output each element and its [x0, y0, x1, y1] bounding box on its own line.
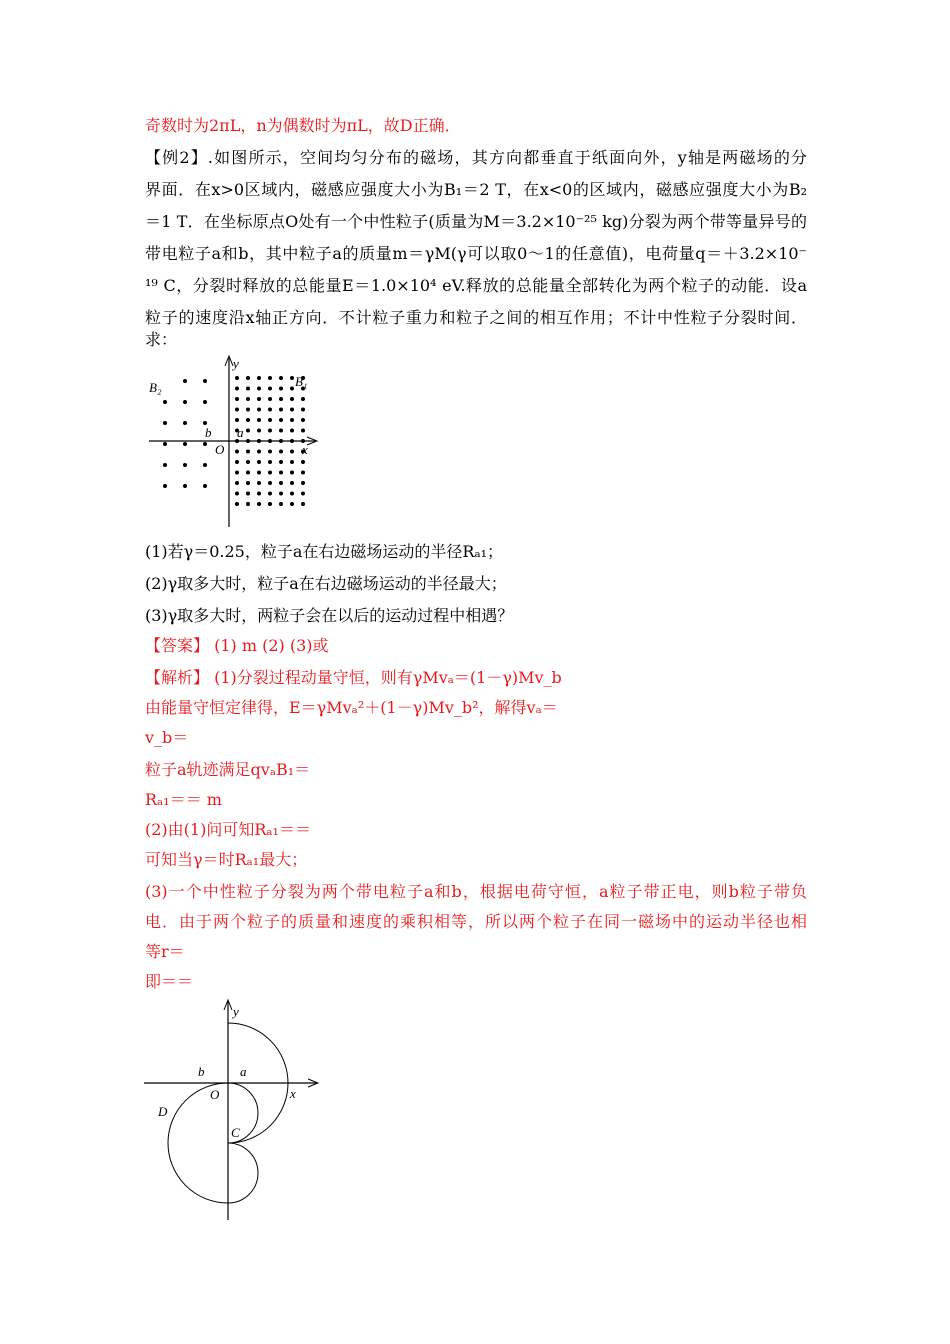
- text-line: v_b＝: [145, 728, 189, 747]
- text-line: 界面．在x>0区域内，磁感应强度大小为B₁＝2 T，在x<0的区域内，磁感应强度大小为B₂: [145, 180, 807, 199]
- field-dot: [257, 481, 261, 485]
- field-dot: [183, 442, 187, 446]
- field-dot: [257, 450, 261, 454]
- text-line: ＝1 T．在坐标原点O处有一个中性粒子(质量为M＝3.2×10⁻²⁵ kg)分裂为两个带等量异号的: [145, 212, 807, 231]
- text-line: 粒子的速度沿x轴正方向．不计粒子重力和粒子之间的相互作用；不计中性粒子分裂时间．: [145, 308, 807, 327]
- field-dot: [268, 450, 272, 454]
- field-dot: [301, 502, 305, 506]
- origin-label: O: [210, 1087, 220, 1102]
- field-dot: [235, 460, 239, 464]
- origin-label: O: [215, 442, 225, 457]
- field-dot: [279, 376, 283, 380]
- field-dot: [163, 463, 167, 467]
- field-dot: [268, 481, 272, 485]
- text-line: 等r＝: [145, 942, 185, 961]
- field-dot: [301, 481, 305, 485]
- text-line: (2)由(1)问可知Rₐ₁＝＝: [145, 820, 311, 839]
- field-dot: [246, 460, 250, 464]
- field-dot: [279, 429, 283, 433]
- field-dot: [246, 429, 250, 433]
- field-dot: [301, 418, 305, 422]
- field-dot: [301, 408, 305, 412]
- field-dot: [290, 502, 294, 506]
- field-dot: [246, 397, 250, 401]
- field-dot: [257, 460, 261, 464]
- b2-label: B₂: [149, 380, 162, 395]
- field-dot: [290, 492, 294, 496]
- field-dot: [235, 376, 239, 380]
- field-dot: [257, 471, 261, 475]
- field-dot: [203, 400, 207, 404]
- field-dot: [290, 471, 294, 475]
- b-label: b: [205, 425, 212, 440]
- field-dot: [290, 408, 294, 412]
- field-dot: [290, 460, 294, 464]
- field-dot: [268, 460, 272, 464]
- text-line: (2)γ取多大时，粒子a在右边磁场运动的半径最大；: [145, 574, 507, 593]
- field-dot: [301, 397, 305, 401]
- field-dot: [246, 450, 250, 454]
- field-dot: [290, 397, 294, 401]
- point-c-label: C: [231, 1125, 240, 1140]
- text-line: (1)若γ＝0.25，粒子a在右边磁场运动的半径Rₐ₁；: [145, 542, 504, 561]
- a-label: a: [237, 425, 244, 440]
- field-dot: [268, 408, 272, 412]
- magnetic-field-figure: [145, 352, 325, 527]
- field-dot: [235, 450, 239, 454]
- field-dot: [301, 429, 305, 433]
- text-line: 粒子a轨迹满足qvₐB₁＝: [145, 760, 311, 779]
- field-dot: [279, 408, 283, 412]
- field-dot: [268, 429, 272, 433]
- field-dot: [268, 387, 272, 391]
- field-dot: [268, 418, 272, 422]
- field-dot: [290, 450, 294, 454]
- text-line: 由能量守恒定律得，E＝γMvₐ²＋(1－γ)Mv_b²，解得vₐ＝: [145, 698, 558, 717]
- field-dot: [203, 484, 207, 488]
- field-dot: [246, 471, 250, 475]
- field-dot: [203, 463, 207, 467]
- field-dot: [279, 450, 283, 454]
- field-dot: [163, 421, 167, 425]
- field-dot: [279, 471, 283, 475]
- field-dot: [183, 400, 187, 404]
- field-dot: [268, 492, 272, 496]
- text-line: 【例2】.如图所示，空间均匀分布的磁场，其方向都垂直于纸面向外，y轴是两磁场的分: [145, 148, 807, 167]
- field-dot: [257, 502, 261, 506]
- field-dot: [203, 442, 207, 446]
- field-dot: [246, 481, 250, 485]
- a-label: a: [240, 1064, 247, 1079]
- field-dot: [235, 471, 239, 475]
- field-dot: [301, 492, 305, 496]
- field-dot: [268, 471, 272, 475]
- field-dot: [246, 376, 250, 380]
- field-dot: [246, 387, 250, 391]
- field-dot: [268, 502, 272, 506]
- answer-line: 【答案】 (1) m (2) (3)或: [145, 636, 329, 655]
- field-dot: [246, 418, 250, 422]
- field-dot: [279, 460, 283, 464]
- field-dot: [290, 429, 294, 433]
- field-dot: [163, 400, 167, 404]
- field-dot: [290, 481, 294, 485]
- field-dot: [246, 502, 250, 506]
- text-line: ¹⁹ C，分裂时释放的总能量E＝1.0×10⁴ eV.释放的总能量全部转化为两个粒子的动能．设a: [145, 276, 807, 295]
- x-label: x: [290, 1086, 296, 1101]
- field-dot: [268, 376, 272, 380]
- field-dot: [183, 421, 187, 425]
- field-dot: [235, 481, 239, 485]
- point-d-label: D: [158, 1104, 168, 1119]
- field-dot: [257, 418, 261, 422]
- field-dot: [183, 484, 187, 488]
- field-dot: [163, 484, 167, 488]
- text-line: 可知当γ＝时Rₐ₁最大；: [145, 850, 308, 869]
- b1-label: B₁: [295, 374, 308, 389]
- field-dot: [203, 379, 207, 383]
- field-dot: [183, 379, 187, 383]
- field-dot: [279, 492, 283, 496]
- field-dot: [246, 408, 250, 412]
- field-dot: [290, 376, 294, 380]
- field-dot: [235, 418, 239, 422]
- text-line: 电．由于两个粒子的质量和速度的乘积相等，所以两个粒子在同一磁场中的运动半径也相: [145, 912, 807, 931]
- y-label: y: [233, 1004, 239, 1019]
- field-dot: [279, 502, 283, 506]
- text-line: 即＝＝: [145, 972, 194, 991]
- field-dot: [257, 376, 261, 380]
- text-line: Rₐ₁＝＝ m: [145, 790, 222, 809]
- text-line: (3)一个中性粒子分裂为两个带电粒子a和b，根据电荷守恒，a粒子带正电，则b粒子带负: [145, 882, 807, 901]
- field-dot: [257, 492, 261, 496]
- field-dot: [268, 397, 272, 401]
- b-label: b: [198, 1064, 205, 1079]
- trajectory-figure: [140, 998, 325, 1223]
- field-dot: [163, 442, 167, 446]
- field-dot: [246, 492, 250, 496]
- field-dot: [279, 397, 283, 401]
- field-dot: [301, 471, 305, 475]
- field-dot: [183, 463, 187, 467]
- field-dot: [279, 481, 283, 485]
- field-dot: [279, 418, 283, 422]
- field-dot: [235, 397, 239, 401]
- text-line: 奇数时为2πL，n为偶数时为πL，故D正确．: [145, 116, 461, 135]
- x-label: x: [302, 442, 308, 457]
- field-dot: [290, 418, 294, 422]
- text-line: 【解析】 (1)分裂过程动量守恒，则有γMvₐ＝(1－γ)Mv_b: [145, 668, 562, 687]
- field-dot: [235, 492, 239, 496]
- field-dot: [257, 429, 261, 433]
- text-line: 带电粒子a和b，其中粒子a的质量m＝γM(γ可以取0～1的任意值)，电荷量q＝＋3.2×10⁻: [145, 244, 807, 263]
- field-dot: [257, 387, 261, 391]
- field-dot: [235, 387, 239, 391]
- field-dot: [290, 387, 294, 391]
- field-dot: [257, 408, 261, 412]
- field-dot: [235, 502, 239, 506]
- y-label: y: [233, 356, 239, 371]
- field-dot: [257, 397, 261, 401]
- text-line: 求：: [145, 330, 178, 349]
- field-dot: [235, 408, 239, 412]
- text-line: (3)γ取多大时，两粒子会在以后的运动过程中相遇？: [145, 606, 514, 625]
- field-dot: [279, 387, 283, 391]
- field-dot: [301, 460, 305, 464]
